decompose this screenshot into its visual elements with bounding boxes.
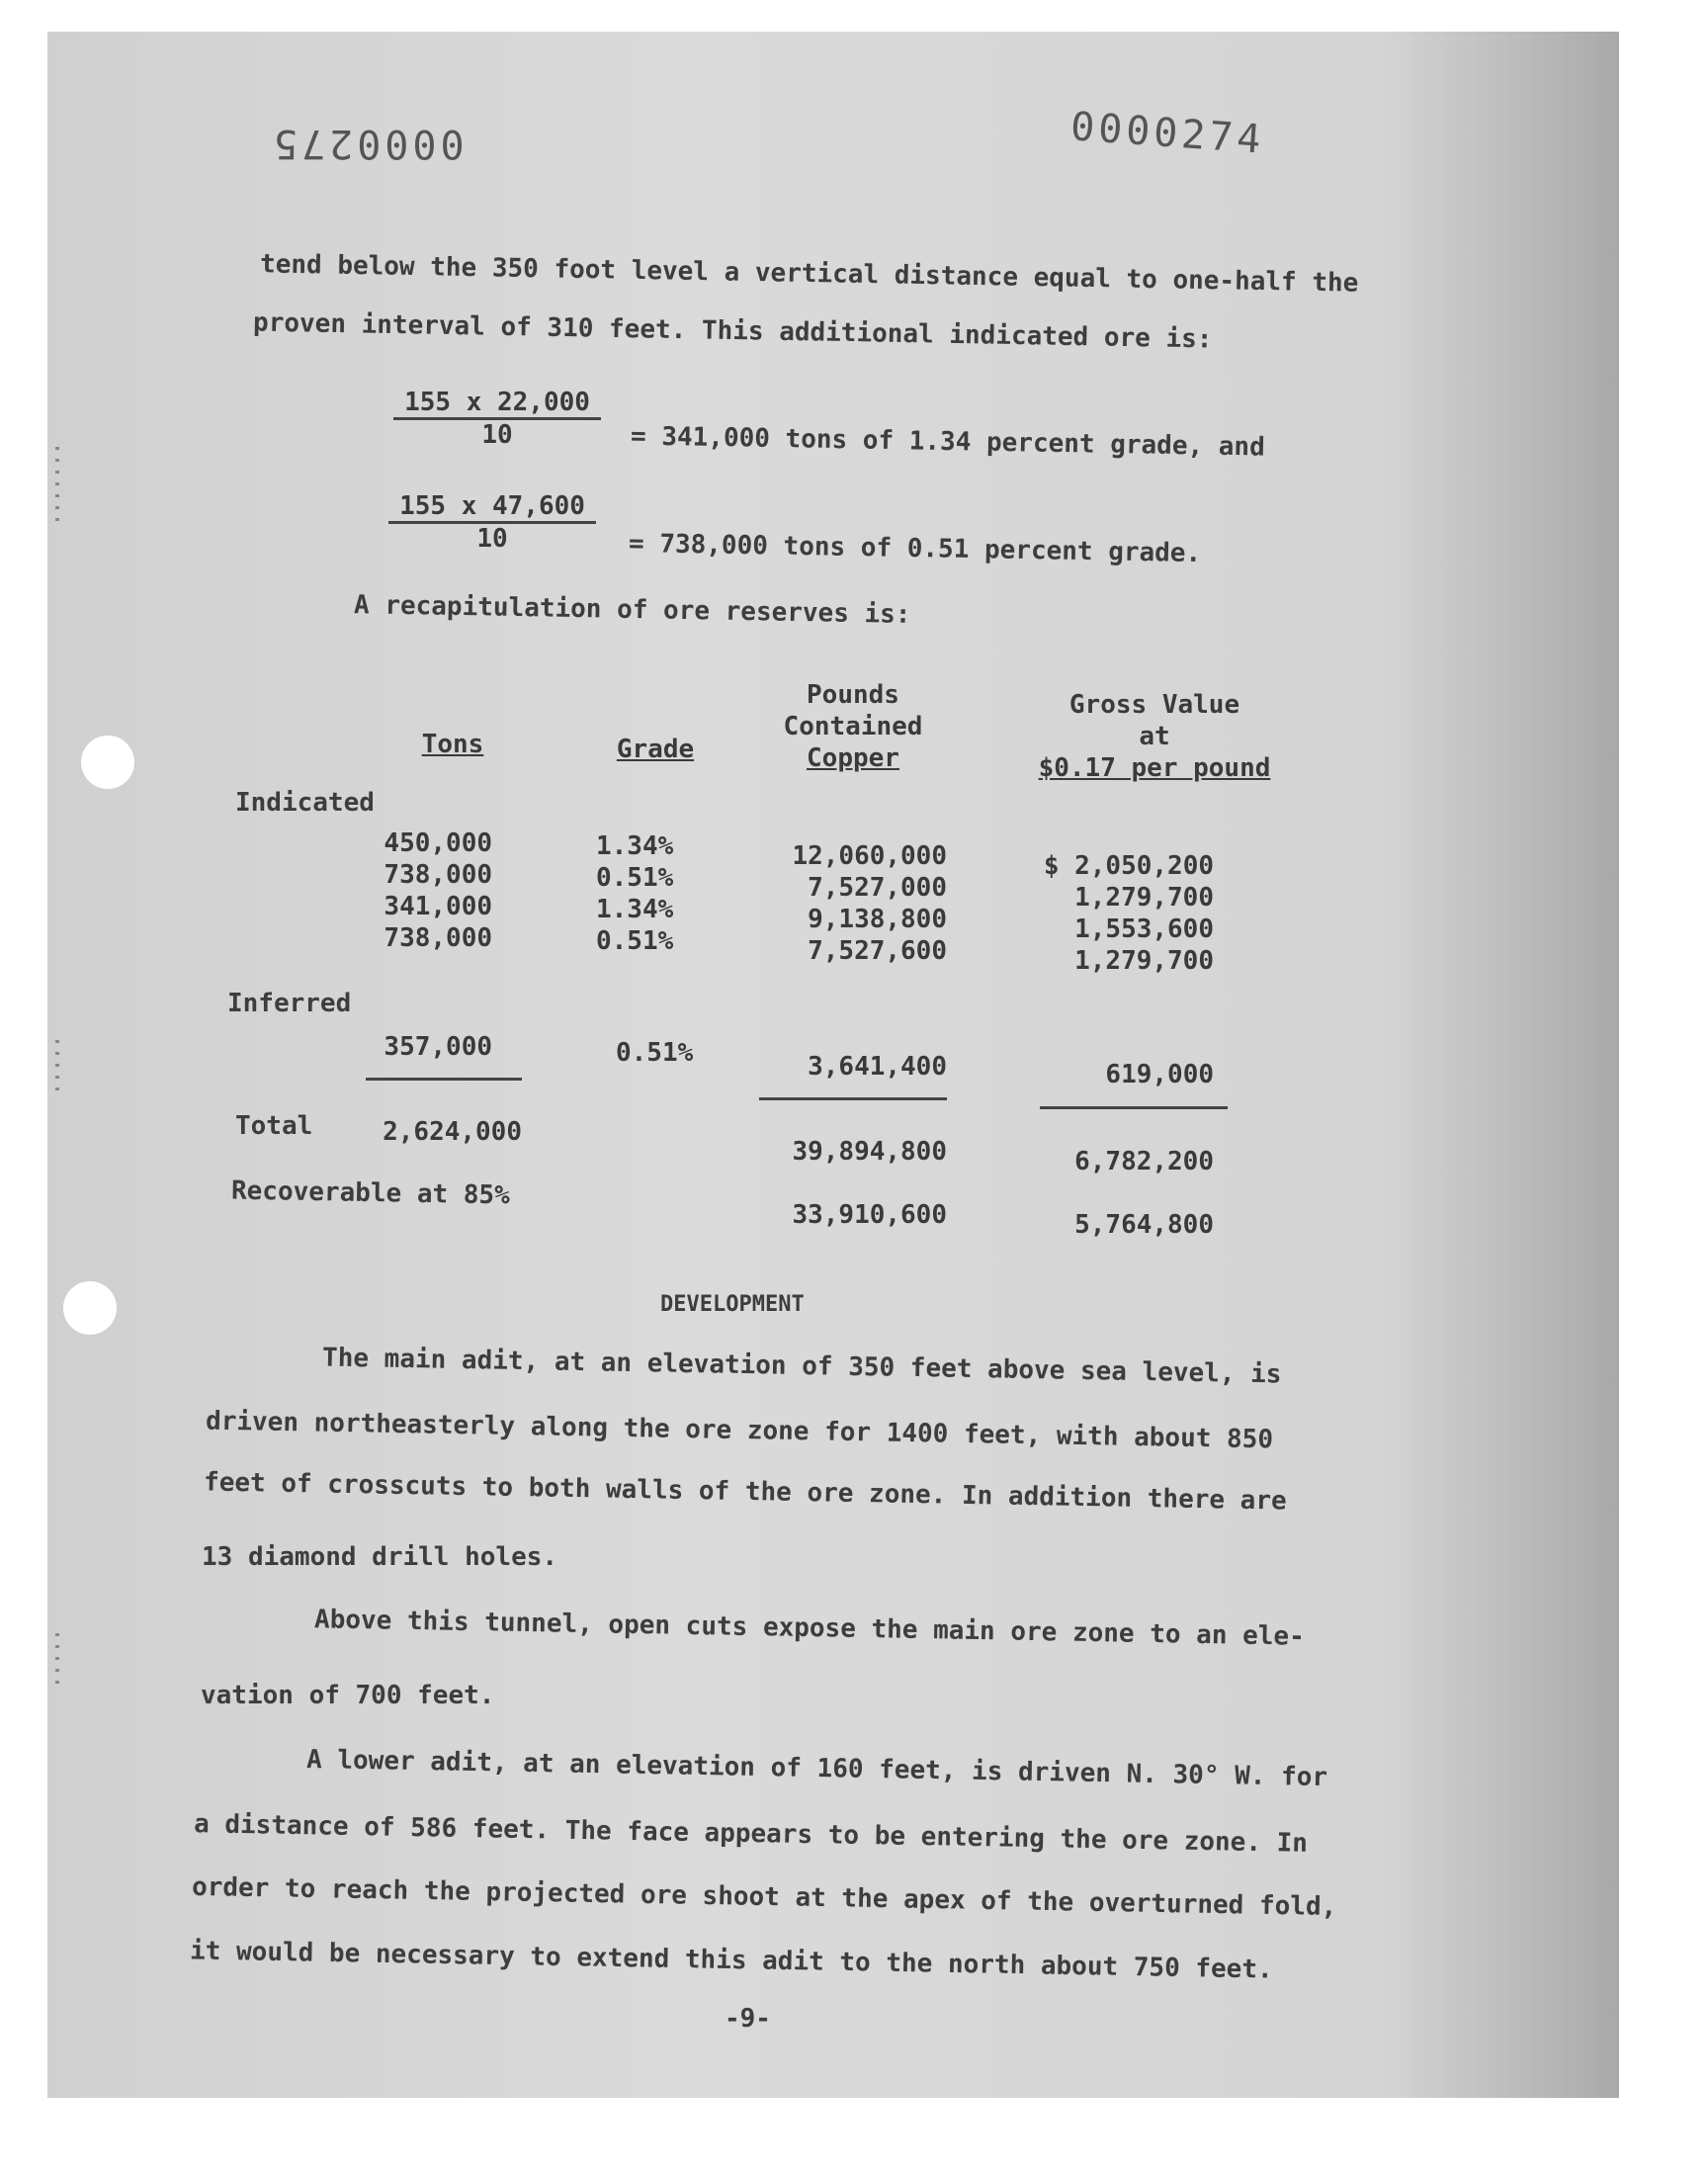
inferred-label: Inferred xyxy=(227,989,352,1018)
recoverable-label: Recoverable at 85% xyxy=(230,1175,511,1211)
table-cell: 341,000 xyxy=(384,892,492,921)
formula-fraction xyxy=(388,491,596,554)
formula-denominator: 10 xyxy=(476,524,508,554)
body-line: order to reach the projected ore shoot at the apex of the overturned fold, xyxy=(191,1871,1337,1923)
table-header-pounds: Pounds Contained Copper xyxy=(783,680,923,773)
table-header-tons: Tons xyxy=(421,730,484,759)
edge-marks xyxy=(55,447,59,526)
table-header-value: Gross Value at $0.17 per pound xyxy=(1038,690,1271,783)
table-cell: 7,527,000 xyxy=(808,873,947,903)
table-cell: 7,527,600 xyxy=(808,936,947,966)
table-cell: 1,279,700 xyxy=(1074,883,1214,913)
formula-numerator: 155 x 47,600 xyxy=(388,491,596,524)
pounds-column xyxy=(759,840,947,967)
total-pounds: 39,894,800 xyxy=(792,1137,947,1167)
section-heading: DEVELOPMENT xyxy=(660,1292,805,1317)
table-cell: 1.34% xyxy=(596,831,674,861)
body-line: proven interval of 310 feet. This additional indicated ore is: xyxy=(252,307,1213,355)
page-stamp-left: 0000275 xyxy=(270,121,465,166)
table-cell: 3,641,400 xyxy=(808,1052,947,1082)
body-line: tend below the 350 foot level a vertical distance equal to one-half the xyxy=(259,249,1359,299)
table-cell: 1,553,600 xyxy=(1074,914,1214,944)
table-cell: 619,000 xyxy=(1105,1060,1214,1089)
page-number: -9- xyxy=(725,2004,771,2034)
formula-numerator: 155 x 22,000 xyxy=(393,388,601,420)
formula-result: = 341,000 tons of 1.34 percent grade, and xyxy=(630,421,1266,463)
table-cell: 1.34% xyxy=(596,895,674,924)
edge-marks xyxy=(55,1040,59,1099)
table-cell: 1,279,700 xyxy=(1074,946,1214,976)
table-cell: 738,000 xyxy=(384,923,492,953)
edge-marks xyxy=(55,1633,59,1693)
body-line: feet of crosscuts to both walls of the ore zone. In addition there are xyxy=(203,1467,1287,1517)
body-line: 13 diamond drill holes. xyxy=(202,1542,558,1572)
document-page xyxy=(47,32,1619,2098)
page-stamp-right: 0000274 xyxy=(1068,104,1266,163)
body-line: vation of 700 feet. xyxy=(201,1681,495,1710)
total-label: Total xyxy=(235,1111,313,1141)
sum-rule xyxy=(366,1078,522,1081)
body-line: A lower adit, at an elevation of 160 feet, is driven N. 30° W. for xyxy=(305,1744,1328,1793)
total-tons: 2,624,000 xyxy=(383,1117,522,1147)
table-cell: 738,000 xyxy=(384,860,492,890)
body-line: a distance of 586 feet. The face appears to be entering the ore zone. In xyxy=(193,1809,1309,1859)
body-line: The main adit, at an elevation of 350 feet above sea level, is xyxy=(321,1343,1282,1390)
table-cell: 9,138,800 xyxy=(808,905,947,934)
tons-column xyxy=(364,827,492,954)
value-column xyxy=(1026,850,1214,977)
table-cell: 0.51% xyxy=(596,926,674,956)
formula-result: = 738,000 tons of 0.51 percent grade. xyxy=(628,528,1202,569)
indicated-label: Indicated xyxy=(235,788,375,818)
punch-hole xyxy=(63,1281,117,1335)
recoverable-pounds: 33,910,600 xyxy=(792,1200,947,1230)
sum-rule xyxy=(1040,1106,1228,1109)
grade-column xyxy=(596,830,695,957)
formula-denominator: 10 xyxy=(481,420,513,450)
total-value: 6,782,200 xyxy=(1074,1147,1214,1176)
body-line: it would be necessary to extend this adit to the north about 750 feet. xyxy=(189,1936,1273,1985)
body-line: Above this tunnel, open cuts expose the main ore zone to an ele- xyxy=(313,1605,1305,1652)
table-cell: 12,060,000 xyxy=(792,841,947,871)
table-cell: 450,000 xyxy=(384,828,492,858)
table-cell: 0.51% xyxy=(616,1038,694,1068)
body-line: driven northeasterly along the ore zone for 1400 feet, with about 850 xyxy=(205,1406,1274,1455)
recap-intro: A recapitulation of ore reserves is: xyxy=(353,590,911,630)
table-cell: $ 2,050,200 xyxy=(1043,851,1214,881)
table-cell: 357,000 xyxy=(384,1032,492,1062)
table-header-grade: Grade xyxy=(616,735,695,764)
table-cell: 0.51% xyxy=(596,863,674,893)
recoverable-value: 5,764,800 xyxy=(1074,1210,1214,1240)
formula-fraction xyxy=(393,388,601,450)
punch-hole xyxy=(81,736,134,789)
sum-rule xyxy=(759,1097,947,1100)
